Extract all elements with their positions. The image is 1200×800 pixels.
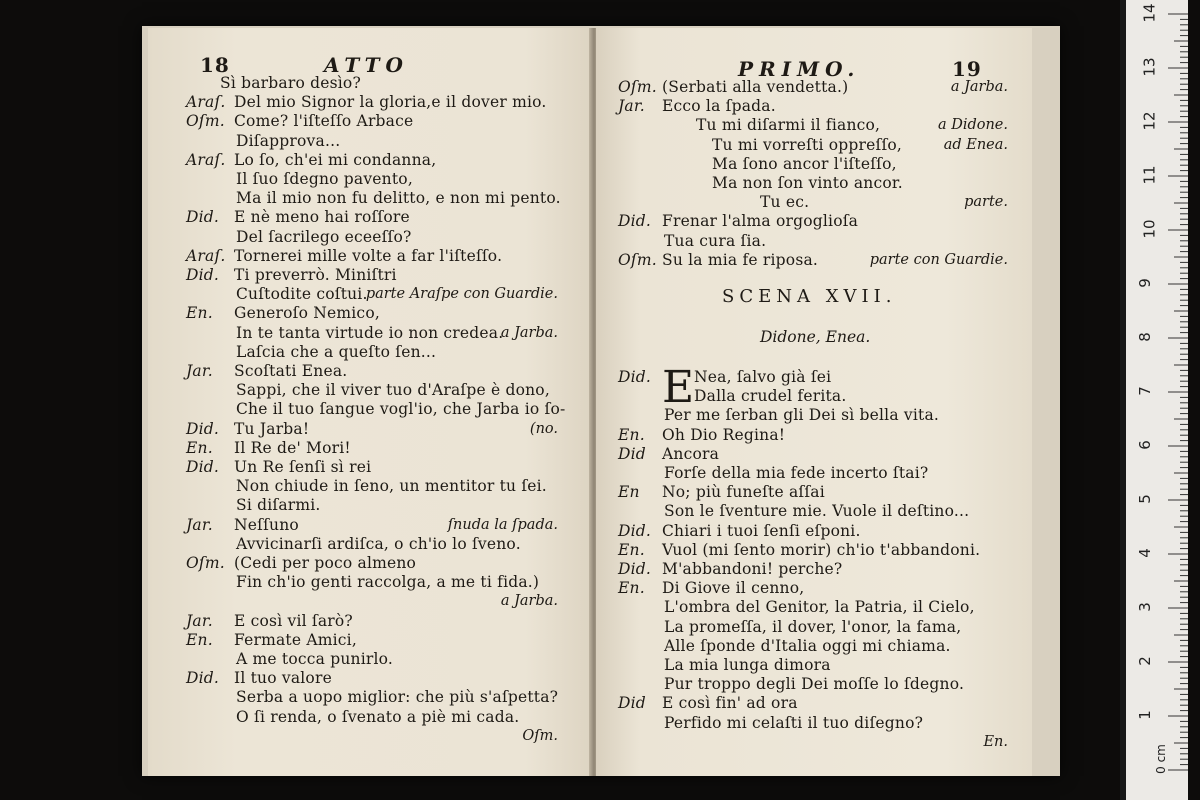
- speaker-label: Did.: [186, 419, 220, 438]
- ruler-number: 8: [1135, 332, 1154, 342]
- verse-line: E nè meno hai roſſore: [234, 208, 410, 227]
- verse-line: Son le ſventure mie. Vuole il deſtino...: [664, 502, 970, 521]
- verse-line: In te tanta virtude io non credea.: [236, 323, 504, 342]
- speaker-label: Jar.: [186, 611, 213, 630]
- verse-line: Ma il mio non fu delitto, e non mi pento.: [236, 189, 561, 208]
- verse-line: Vuol (mi ſento morir) ch'io t'abbandoni.: [662, 540, 981, 559]
- page-number-right: 19: [952, 57, 982, 81]
- stage-direction: En.: [983, 733, 1008, 750]
- verse-line: Nea, ſalvo già ſei: [694, 368, 832, 386]
- verse-line: Frenar l'alma orgoglioſa: [662, 212, 859, 231]
- speaker-label: Did: [618, 694, 646, 713]
- speaker-label: Did.: [618, 560, 652, 578]
- verse-line: Neſſuno: [234, 515, 299, 534]
- speaker-label: En.: [186, 304, 213, 323]
- speaker-label: Araſ.: [186, 93, 226, 112]
- stage-direction: parte.: [964, 194, 1008, 211]
- ruler-number: 11: [1140, 165, 1159, 185]
- speaker-label: Did.: [618, 368, 652, 386]
- verse-line: La promeſſa, il dover, l'onor, la fama,: [664, 617, 962, 636]
- speaker-label: Araſ.: [186, 246, 226, 265]
- verse-line: O ſi renda, o ſvenato a piè mi cada.: [236, 707, 520, 726]
- verse-line: E così fin' ad ora: [662, 694, 798, 713]
- verse-line: Tua cura ſia.: [664, 231, 767, 250]
- verse-line: Fin ch'io genti raccolga, a me ti fida.): [236, 573, 540, 592]
- stage-direction: parte con Guardie.: [869, 251, 1008, 268]
- verse-line: Diſapprova...: [236, 131, 341, 150]
- verse-line: Cuſtodite coſtui.: [236, 285, 368, 304]
- ruler-number: 6: [1135, 440, 1154, 450]
- verse-line: A me tocca punirlo.: [236, 650, 394, 668]
- verse-line: Tu ec.: [760, 193, 810, 212]
- ruler-number: 10: [1140, 219, 1159, 239]
- verse-line: L'ombra del Genitor, la Patria, il Cielo,: [664, 598, 975, 617]
- verse-line: Ma ſono ancor l'iſteſſo,: [712, 154, 897, 173]
- verse-line: Dalla crudel ferita.: [694, 387, 847, 406]
- verse-line: Il ſuo ſdegno pavento,: [236, 170, 413, 188]
- verse-line: La mia lunga dimora: [664, 656, 831, 674]
- speaker-label: Oſm.: [186, 554, 225, 572]
- verse-line: Non chiude in ſeno, un mentitor tu ſei.: [236, 477, 547, 496]
- measurement-ruler: [1126, 0, 1188, 800]
- verse-line: Il tuo valore: [234, 669, 332, 688]
- verse-line: Tu mi vorreſti oppreſſo,: [712, 135, 903, 154]
- verse-line: Perfido mi celaſti il tuo diſegno?: [664, 713, 924, 732]
- ruler-number: 2: [1135, 656, 1154, 666]
- verse-line: Che il tuo ſangue vogl'io, che Jarba io ſo-: [236, 400, 566, 419]
- right-page: [596, 28, 1032, 776]
- verse-line: Oh Dio Regina!: [662, 425, 786, 444]
- speaker-label: Did.: [186, 266, 220, 284]
- stage-direction: ad Enea.: [943, 136, 1008, 153]
- verse-line: Di Giove il cenno,: [662, 579, 805, 598]
- ruler-number: 12: [1140, 111, 1159, 131]
- verse-line: Fermate Amici,: [234, 630, 357, 649]
- ruler-number: 13: [1140, 57, 1159, 77]
- speaker-label: En.: [618, 540, 645, 559]
- verse-line: Del ſacrilego eceeſſo?: [236, 227, 412, 246]
- verse-line: Alle ſponde d'Italia oggi mi chiama.: [664, 636, 951, 655]
- scene-title: SCENA XVII.: [722, 286, 897, 307]
- verse-line: (Serbati alla vendetta.): [662, 78, 849, 96]
- verse-line: Sappi, che il viver tuo d'Araſpe è dono,: [236, 381, 550, 400]
- speaker-label: Did: [618, 444, 646, 463]
- speaker-label: En.: [618, 579, 645, 598]
- stage-direction: a Jarba.: [500, 593, 558, 610]
- left-page: [148, 28, 592, 776]
- stage-direction: Oſm.: [522, 727, 558, 744]
- scene-characters: Didone, Enea.: [760, 328, 871, 346]
- stage-direction: a Didone.: [937, 117, 1008, 134]
- verse-line: Scoſtati Enea.: [234, 362, 348, 380]
- speaker-label: Did.: [618, 521, 652, 540]
- verse-line: Forſe della mia fede incerto ſtai?: [664, 464, 929, 482]
- ruler-number: 14: [1140, 3, 1159, 23]
- speaker-label: En.: [618, 425, 645, 444]
- ruler-number: 4: [1135, 548, 1154, 558]
- stage-direction: a Jarba.: [500, 324, 558, 341]
- verse-line: Laſcia che a queſto ſen...: [236, 342, 437, 361]
- verse-line: Tu Jarba!: [234, 419, 310, 438]
- verse-line: Ancora: [662, 444, 720, 463]
- verse-line: M'abbandoni! perche?: [662, 560, 843, 578]
- verse-line: Generoſo Nemico,: [234, 304, 380, 323]
- ruler-number: 7: [1135, 386, 1154, 396]
- verse-line: Come? l'iſteſſo Arbace: [234, 112, 414, 131]
- verse-line: Pur troppo degli Dei moſſe lo ſdegno.: [664, 675, 965, 694]
- drop-cap: E: [662, 362, 695, 413]
- verse-line: Tornerei mille volte a far l'iſteſſo.: [234, 246, 503, 265]
- speaker-label: Did.: [186, 669, 220, 688]
- verse-line: Su la mia fe riposa.: [662, 250, 819, 269]
- verse-line: Del mio Signor la gloria,e il dover mio.: [234, 93, 547, 112]
- ruler-number: 3: [1135, 602, 1154, 612]
- verse-line: Ti preverrò. Miniſtri: [234, 266, 397, 284]
- verse-line: E così vil ſarò?: [234, 611, 353, 630]
- verse-line: Ma non ſon vinto ancor.: [712, 174, 903, 192]
- speaker-label: Oſm.: [618, 78, 657, 96]
- verse-line: Avvicinarſi ardiſca, o ch'io lo ſveno.: [236, 534, 521, 553]
- speaker-label: Jar.: [186, 515, 213, 534]
- verse-line: Sì barbaro desìo?: [220, 74, 361, 92]
- stage-direction: a Jarba.: [950, 79, 1008, 95]
- ruler-unit-label: 0 cm: [1153, 744, 1168, 774]
- speaker-label: En.: [186, 438, 213, 457]
- stage-direction: parte Araſpe con Guardie.: [365, 286, 558, 303]
- stage-direction: (no.: [529, 420, 558, 437]
- speaker-label: Jar.: [618, 97, 645, 116]
- verse-line: Per me ſerban gli Dei sì bella vita.: [664, 406, 940, 425]
- speaker-label: Did.: [618, 212, 652, 231]
- verse-line: Chiari i tuoi ſenſi eſponi.: [662, 521, 861, 540]
- speaker-label: Oſm.: [186, 112, 225, 131]
- verse-line: Tu mi diſarmi il fianco,: [696, 116, 881, 135]
- running-head-right: PRIMO.: [738, 57, 861, 81]
- verse-line: (Cedi per poco almeno: [234, 554, 417, 572]
- speaker-label: Oſm.: [618, 250, 657, 269]
- ruler-number: 9: [1135, 278, 1154, 288]
- verse-line: Il Re de' Mori!: [234, 438, 351, 457]
- verse-line: Si diſarmi.: [236, 496, 321, 515]
- verse-line: Ecco la ſpada.: [662, 97, 776, 116]
- verse-line: Serba a uopo miglior: che più s'aſpetta?: [236, 688, 559, 707]
- page-number-left: 18: [200, 53, 230, 77]
- verse-line: No; più funeſte aſſai: [662, 483, 825, 502]
- ruler-number: 5: [1135, 494, 1154, 504]
- speaker-label: En: [618, 483, 640, 502]
- speaker-label: Did.: [186, 208, 220, 227]
- speaker-label: Araſ.: [186, 150, 226, 169]
- ruler-number: 1: [1135, 710, 1154, 720]
- running-head-left: ATTO: [324, 53, 409, 77]
- stage-direction: ſnuda la ſpada.: [447, 516, 558, 533]
- verse-line: Un Re ſenſi sì rei: [234, 458, 372, 476]
- speaker-label: Did.: [186, 458, 220, 476]
- speaker-label: Jar.: [186, 362, 213, 380]
- verse-line: Lo ſo, ch'ei mi condanna,: [234, 150, 437, 169]
- speaker-label: En.: [186, 630, 213, 649]
